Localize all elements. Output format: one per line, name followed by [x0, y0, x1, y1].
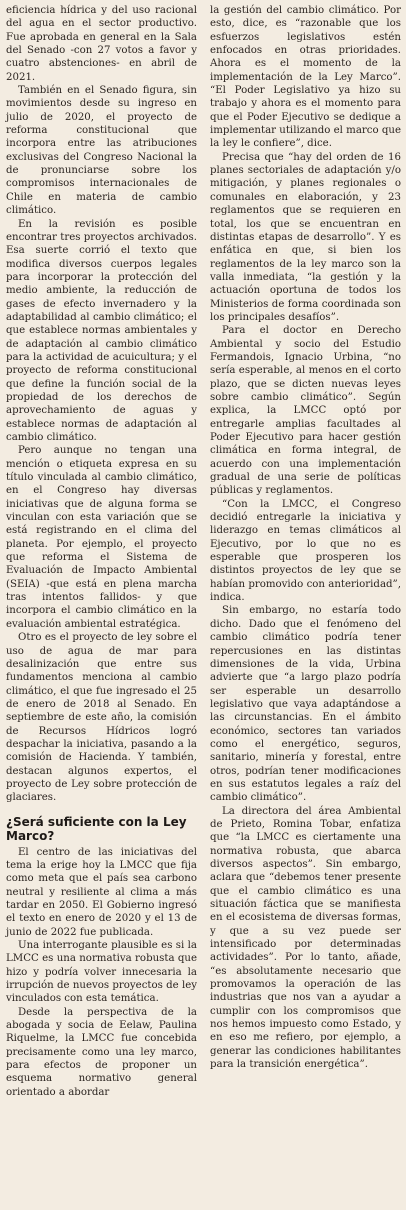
paragraph: Otro es el proyecto de ley sobre el uso de agua de mar para desalinización que entre sus fundamentos menciona al cambio climático, el que fue ingresado el 25 de enero de 2018 al Senado. En septiembre de este año, la comisión de Recursos Hídricos logró despachar la iniciativa, pasando a la comisión de Hacienda. Y también, destacan algunos expertos, el proyecto de Ley sobre protección de glaciares. — [6, 632, 197, 804]
section-subheading: ¿Será suficiente con la Ley Marco? — [6, 814, 187, 843]
paragraph: Precisa que “hay del orden de 16 planes sectoriales de adaptación y/o mitigación, y planes regionales o comunales en elaboración, y 23 reglamentos que se requieren en total, los que se encuentran en distintas etapas de desarrollo”. Y es enfática en que, si bien los reglamentos de la ley marco son la valla inmediata, “la gestión y la actuación oportuna de todos los Ministerios de forma coordinada son los principales desafíos”. — [210, 151, 401, 323]
paragraph: La directora del área Ambiental de Prieto, Romina Tobar, enfatiza que “la LMCC es ciertamente una normativa robusta, que abarca diversos aspectos”. Sin embargo, aclara que “debemos tener presente que el cambio climático es una situación fáctica que se manifiesta en el ecosistema de diversas formas, y que a su vez puede ser intensificado por determinadas actividades”. Por lo tanto, añade, “es absolutamente necesario que promovamos la operación de las industrias que nos van a ayudar a cumplir con los compromisos que nos hemos impuesto como Estado, y en eso me refiero, por ejemplo, a generar las condiciones habilitantes para la transición energética”. — [210, 805, 401, 1071]
paragraph: El centro de las iniciativas del tema la erige hoy la LMCC que fija como meta que el país sea carbono neutral y resiliente al clima a más tardar en 2050. El Gobierno ingresó el texto en enero de 2020 y el 13 de junio de 2022 fue publicada. — [6, 846, 197, 938]
paragraph: “Con la LMCC, el Congreso decidió entregarle la iniciativa y liderazgo en temas climáticos al Ejecutivo, por lo que no es esperable que prosperen los distintos proyectos de ley que se habían promovido con anterioridad”, indica. — [210, 498, 401, 604]
paragraph: Pero aunque no tengan una mención o etiqueta expresa en su título vinculada al cambio climático, en el Congreso hay diversas iniciativas que de alguna forma se vinculan con esta variación que se está registrando en el clima del planeta. Por ejemplo, el proyecto que reforma el Sistema de Evaluación de Impacto Ambiental (SEIA) -que está en plena marcha tras intentos fallidos- y que incorpora el cambio climático en la evaluación ambiental estratégica. — [6, 445, 197, 630]
paragraph: También en el Senado figura, sin movimientos desde su ingreso en julio de 2020, el proyecto de reforma constitucional que incorpora entre las atribuciones exclusivas del Congreso Nacional la de pronunciarse sobre los compromisos internacionales de Chile en materia de cambio climático. — [6, 85, 197, 217]
paragraph: Para el doctor en Derecho Ambiental y socio del Estudio Fermandois, Ignacio Urbina, “no sería esperable, al menos en el corto plazo, que se dicten nuevas leyes sobre cambio climático”. Según explica, la LMCC optó por entregarle amplias facultades al Poder Ejecutivo para hacer gestión climática en forma integral, de acuerdo con una implementación gradual de una serie de políticas públicas y reglamentos. — [210, 325, 401, 497]
paragraph: eficiencia hídrica y del uso racional del agua en el sector productivo. Fue aprobada en general en la Sala del Senado -con 27 votos a favor y cuatro abstenciones- en abril de 2021. — [6, 5, 197, 83]
left-column — [6, 4, 197, 1210]
paragraph: la gestión del cambio climático. Por esto, dice, es “razonable que los esfuerzos legislativos estén enfocados en otras prioridades. Ahora es el momento de la implementación de la Ley Marco”. “El Poder Legislativo ya hizo su trabajo y ahora es el momento para que el Poder Ejecutivo se dedique a implementar utilizando el marco que la ley le confiere”, dice. — [210, 5, 401, 150]
paragraph: Sin embargo, no estaría todo dicho. Dado que el fenómeno del cambio climático podría tener repercusiones en las distintas dimensiones de la vida, Urbina advierte que “a largo plazo podría ser esperable un desarrollo legislativo que vaya adaptándose a las circunstancias. En el ámbito económico, sectores tan variados como el energético, seguros, sanitario, minería y forestal, entre otros, podrían tener modificaciones en sus estatutos legales a raíz del cambio climático”. — [210, 605, 401, 804]
paragraph: En la revisión es posible encontrar tres proyectos archivados. Esa suerte corrió el texto que modifica diversos cuerpos legales para incorporar la protección del medio ambiente, la reducción de gases de efecto invernadero y la adaptabilidad al cambio climático; el que establece normas ambientales y de adaptación al cambio climático para la actividad de acuicultura; y el proyecto de reforma constitucional que define la función social de la propiedad de los derechos de aprovechamiento de aguas y establece normas de adaptación al cambio climático. — [6, 218, 197, 443]
paragraph: Desde la perspectiva de la abogada y socia de Eelaw, Paulina Riquelme, la LMCC fue concebida precisamente como una ley marco, para efectos de proponer un esquema normativo general orientado a abordar — [6, 1006, 197, 1098]
right-column — [210, 4, 401, 1210]
paragraph: Una interrogante plausible es si la LMCC es una normativa robusta que hizo y podría volver innecesaria la irrupción de nuevos proyectos de ley vinculados con esta temática. — [6, 940, 197, 1005]
